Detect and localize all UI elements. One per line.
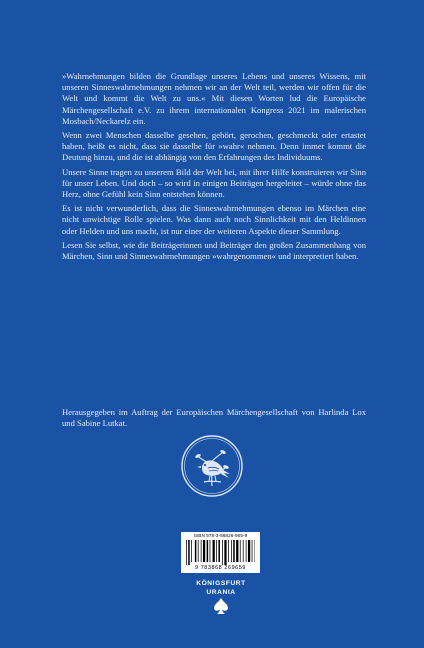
blurb-paragraph-4: Es ist nicht verwunderlich, dass die Sinneswahrnehmungen ebenso im Märchen eine nicht unwichtige Rolle spielen. Was dann auch noch Sinnlichkeit mit den Heldinnen oder Helden und uns macht, ist nur einer der weiteren Aspekte dieser Sammlung. [62,203,366,236]
bird-emblem-icon [180,434,244,498]
spade-icon [214,598,228,614]
publisher-name-line2: URANIA [206,589,236,596]
isbn-number: ISBN 978-3-86826-965-9 [193,533,248,538]
blurb-paragraph-1: »Wahrnehmungen bilden die Grundlage unseres Lebens und unseres Wissens, mit unseren Sinneswahrnehmungen nehmen wir an der Welt teil, werden wir offen für die Welt und kommt die Welt zu uns.« Mit diesen Worten lud die Europäische Märchengesellschaft e.V. zu ihrem internationalen Kongress 2021 im malerischen Mosbach/Neckarelz ein. [62,71,366,126]
barcode-icon [186,540,255,565]
isbn-barcode [181,532,260,573]
blurb-paragraph-3: Unsere Sinne tragen zu unserem Bild der Welt bei, mit ihrer Hilfe konstruieren wir Sinn für unser Leben. Und doch – so wird in einigen Beiträgen hergeleitet – würde ohne das Herz, ohne Gefühl kein Sinn entstehen können. [62,166,366,200]
publisher-note: Herausgegeben im Auftrag der Europäischen Märchengesellschaft von Harlinda Lox und Sabine Lutkat. [62,407,366,429]
blurb-paragraph-2: Wenn zwei Menschen dasselbe gesehen, gehört, gerochen, geschmeckt oder ertastet haben, heißt es nicht, dass sie dasselbe für »wahr« nehmen. Denn immer kommt die Deutung hinzu, und die ist abhängig von den Erfahrungen des Individuums. [62,130,366,163]
publisher-name-line1: KÖNIGSFURT [196,580,246,587]
blurb-paragraph-5: Lesen Sie selbst, wie die Beiträgerinnen und Beiträger den großen Zusammenhang von Märchen, Sinn und Sinneswahrnehmungen »wahrgenommen« und interpretiert haben. [62,239,366,262]
publisher-logo [186,580,256,640]
back-cover-blurb [62,71,366,265]
ean-digits: 9 783868 269659 [195,565,246,571]
